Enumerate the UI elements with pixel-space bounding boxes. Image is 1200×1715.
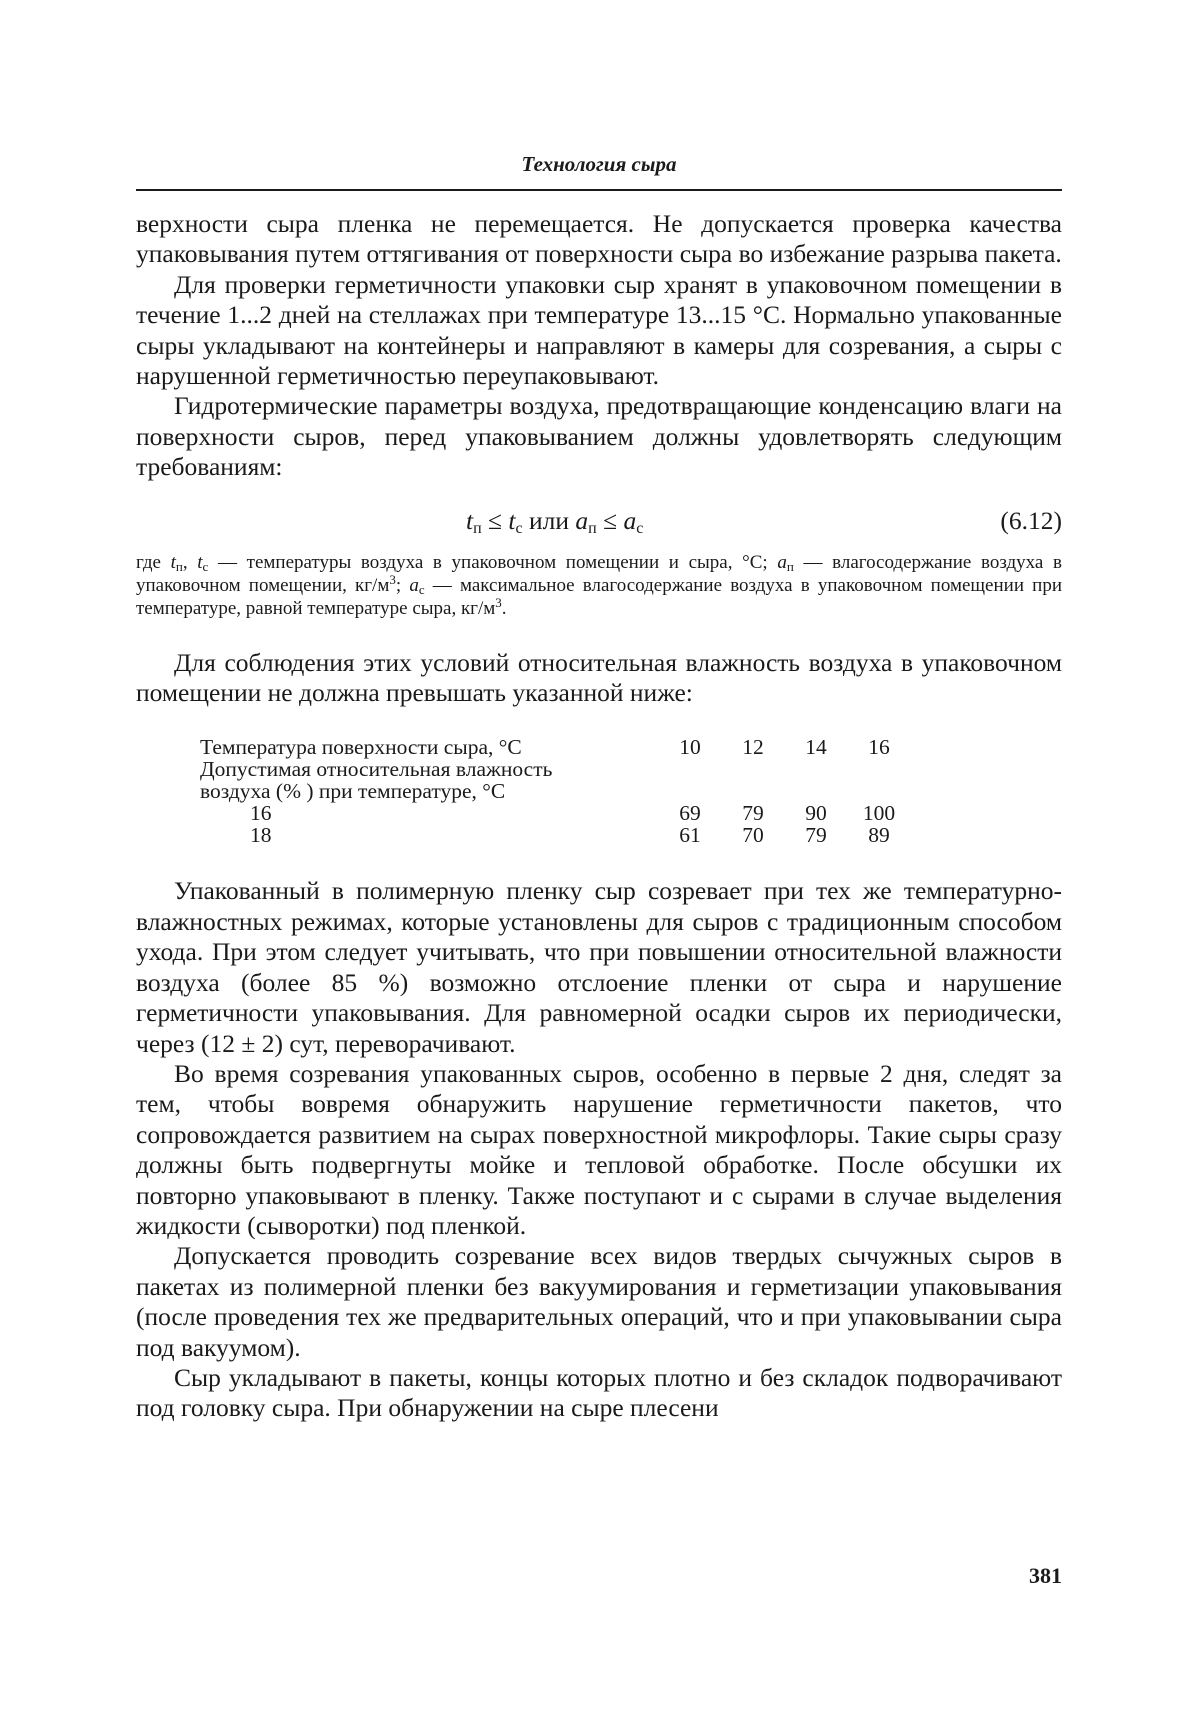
paragraph: Гидротермические параметры воздуха, предотвращающие конденсацию влаги на поверхности сыров, перед упаковыванием должны удовлетворять следующим требованиям: <box>136 391 1062 482</box>
table-subheader: Допустимая относительная влажность <box>200 757 553 782</box>
body-text-top <box>136 209 1062 483</box>
equation-legend: где $t_п$, $t_с$ — температуры воздуха в упаковочном помещении и сыра, °С; $a_п$ — влагосодержание воздуха в упаковочном помещении, $кг/м^3$; $a_с$ — максимальное влагосодержание воздуха в упаковочном помещении при температуре, равной температуре сыра, $кг/м^3$. <box>136 551 1063 619</box>
body-text-bottom <box>136 876 1062 1423</box>
table-cell: 61 <box>679 823 701 848</box>
table-row-label: 18 <box>250 823 272 848</box>
table-cell: 69 <box>679 801 701 826</box>
table-subheader: воздуха (% ) при температуре, °С <box>200 779 506 804</box>
table-cell: 12 <box>742 735 764 760</box>
body-text-mid <box>136 648 1062 709</box>
table-cell: 10 <box>679 735 701 760</box>
table-cell: 70 <box>742 823 764 848</box>
table-row-label: 16 <box>250 801 272 826</box>
table-cell: 90 <box>805 801 827 826</box>
paragraph: Для соблюдения этих условий относительная влажность воздуха в упаковочном помещении не должна превышать указанной ниже: <box>136 647 1062 708</box>
page-number: 381 <box>1029 1563 1062 1588</box>
paragraph: Упакованный в полимерную пленку сыр созревает при тех же температурно-влажностных режимах, которые установлены для сыров с традиционным способом ухода. При этом следует учитывать, что при повышении относительной влажности воздуха (более 85 %) возможно отслоение пленки от сыра и нарушение герметичности упаковывания. Для равномерной осадки сыров их периодически, через (12 ± 2) сут, переворачивают. <box>136 876 1062 1058</box>
paragraph: Во время созревания упакованных сыров, особенно в первые 2 дня, следят за тем, чтобы вовремя обнаружить нарушение герметичности пакетов, что сопровождается развитием на сырах поверхностной микрофлоры. Такие сыры сразу должны быть подвергнуты мойке и тепловой обработке. После обсушки их повторно упаковывают в пленку. Также поступают и с сырами в случае выделения жидкости (сыворотки) под пленкой. <box>136 1058 1062 1240</box>
equation-body: $t_п \le t_с$ или $a_п \le a_с$ <box>466 505 644 537</box>
book-page <box>136 150 1063 1588</box>
table-cell: 79 <box>805 823 827 848</box>
paragraph: Для проверки герметичности упаковки сыр хранят в упаковочном помещении в течение 1...2 дней на стеллажах при температуре 13...15 °С. Нормально упакованные сыры укладывают на контейнеры и направляют в камеры для созревания, а сыры с нарушенной герметичностью переупаковывают. <box>136 269 1062 391</box>
table-header-row <box>200 736 522 759</box>
running-head: Технология сыра <box>521 152 677 176</box>
table-row-label: Температура поверхности сыра, °С <box>200 735 522 760</box>
paragraph-continuation: верхности сыра пленка не перемещается. Не допускается проверка качества упаковывания путем оттягивания от поверхности сыра во избежание разрыва пакета. <box>136 209 1062 269</box>
paragraph: Допускается проводить созревание всех видов твердых сычужных сыров в пакетах из полимерной пленки без вакуумирования и герметизации упаковывания (после проведения тех же предварительных операций, что и при упаковывании сыра под вакуумом). <box>136 1241 1062 1362</box>
paragraph: Сыр укладывают в пакеты, концы которых плотно и без складок подворачивают под головку сыра. При обнаружении на сыре плесени <box>136 1362 1062 1423</box>
table-cell: 89 <box>868 823 890 848</box>
header-rule <box>136 189 1062 191</box>
table-cell: 79 <box>742 801 764 826</box>
humidity-table <box>136 736 1062 848</box>
table-cell: 16 <box>868 735 890 760</box>
equation-6-12 <box>136 501 1062 541</box>
equation-number: (6.12) <box>1000 505 1062 535</box>
table-cell: 14 <box>805 735 827 760</box>
table-cell: 100 <box>862 801 896 826</box>
